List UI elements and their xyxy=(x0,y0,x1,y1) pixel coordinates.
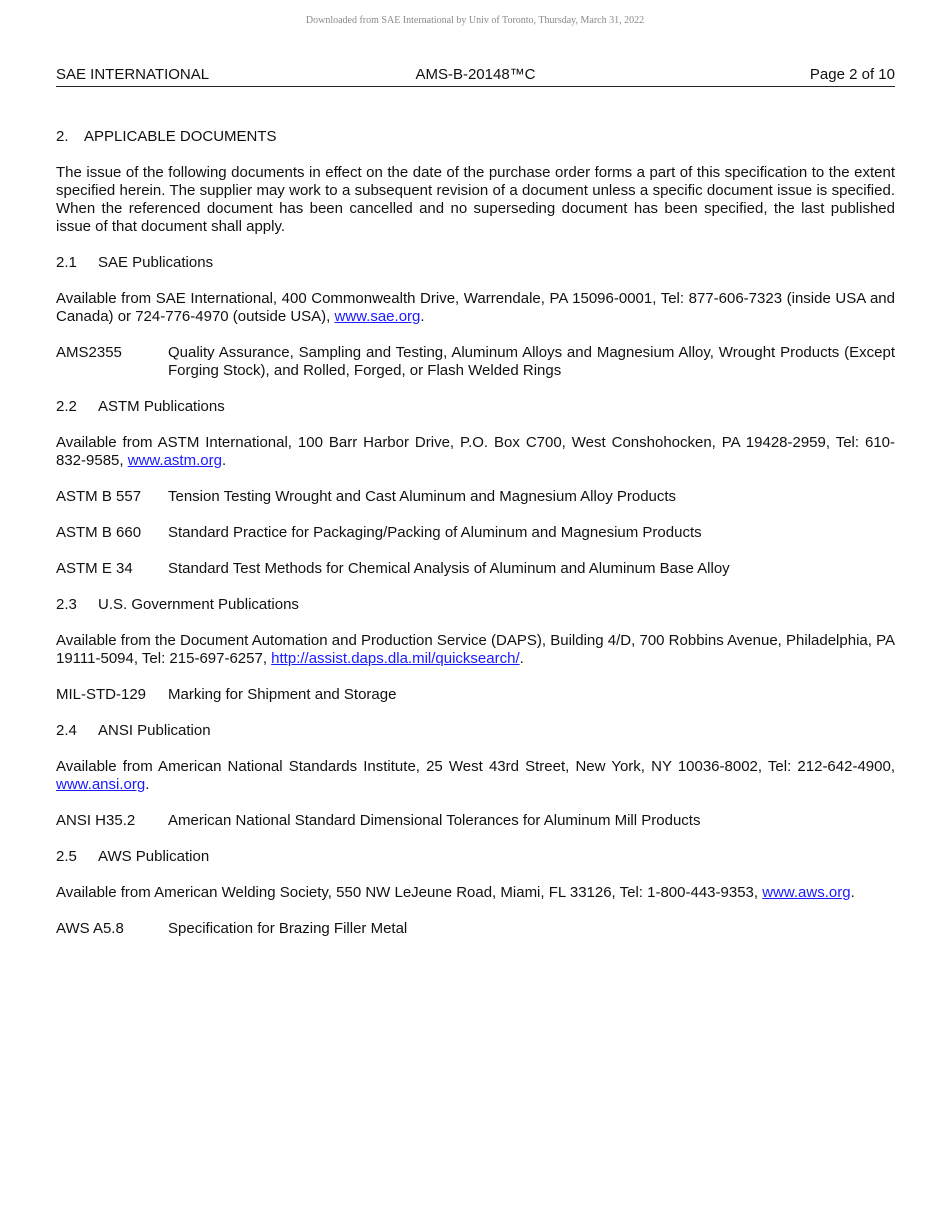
availability-text: Available from American Welding Society, 550 NW LeJeune Road, Miami, FL 33126, Tel: 1-800-443-9353, xyxy=(56,884,763,901)
subsection-number: 2.1 xyxy=(56,254,77,271)
subsection-title: ANSI Publication xyxy=(98,722,211,739)
subsection-heading xyxy=(56,848,895,866)
availability-paragraph: Available from American Welding Society, 550 NW LeJeune Road, Miami, FL 33126, Tel: 1-800-443-9353, www.aws.org. xyxy=(56,884,855,901)
availability-text: Available from American National Standards Institute, 25 West 43rd Street, New York, NY 10036-8002, Tel: 212-642-4900, xyxy=(56,758,895,775)
reference-entry xyxy=(56,488,895,506)
astm-link[interactable]: www.astm.org xyxy=(127,452,222,469)
subsection-number: 2.3 xyxy=(56,596,77,613)
reference-entry xyxy=(56,812,895,830)
reference-code: ASTM B 557 xyxy=(56,488,142,505)
download-watermark: Downloaded from SAE International by Univ of Toronto, Thursday, March 31, 2022 xyxy=(305,15,645,26)
reference-code: AWS A5.8 xyxy=(56,920,124,937)
subsection-heading xyxy=(56,254,895,272)
document-body xyxy=(56,128,895,938)
reference-description: Tension Testing Wrought and Cast Aluminum and Magnesium Alloy Products xyxy=(168,488,677,505)
section-title: APPLICABLE DOCUMENTS xyxy=(84,128,277,145)
subsection-title: U.S. Government Publications xyxy=(98,596,299,613)
reference-description: Standard Practice for Packaging/Packing of Aluminum and Magnesium Products xyxy=(168,524,702,541)
reference-description: American National Standard Dimensional Tolerances for Aluminum Mill Products xyxy=(168,812,701,829)
reference-code: ANSI H35.2 xyxy=(56,812,136,829)
subsection-heading xyxy=(56,596,895,614)
subsection-heading xyxy=(56,398,895,416)
ansi-link[interactable]: www.ansi.org xyxy=(56,776,146,793)
reference-description: Marking for Shipment and Storage xyxy=(168,686,397,703)
availability-text: Available from the Document Automation and Production Service (DAPS), Building 4/D, 700 Robbins Avenue, Philadelphia, PA 19111-5094, Tel: 215-697-6257, xyxy=(56,632,895,667)
reference-code: AMS2355 xyxy=(56,344,122,361)
reference-entry xyxy=(56,920,895,938)
availability-paragraph: Available from SAE International, 400 Commonwealth Drive, Warrendale, PA 15096-0001, Tel: 877-606-7323 (inside USA and Canada) or 724-776-4970 (outside USA), www.sae.org. xyxy=(56,290,895,325)
page-header xyxy=(56,66,895,87)
reference-entry xyxy=(56,344,895,380)
subsection-number: 2.5 xyxy=(56,848,77,865)
reference-entry xyxy=(56,560,895,578)
availability-text: Available from SAE International, 400 Commonwealth Drive, Warrendale, PA 15096-0001, Tel: 877-606-7323 (inside USA and Canada) or 724-776-4970 (outside USA), xyxy=(56,290,895,325)
subsection-title: SAE Publications xyxy=(98,254,214,271)
reference-code: MIL-STD-129 xyxy=(56,686,147,703)
assist-link[interactable]: http://assist.daps.dla.mil/quicksearch/ xyxy=(271,650,520,667)
reference-entry xyxy=(56,524,895,542)
subsection-number: 2.4 xyxy=(56,722,77,739)
sae-link[interactable]: www.sae.org xyxy=(334,308,421,325)
availability-text: Available from ASTM International, 100 Barr Harbor Drive, P.O. Box C700, West Conshohocken, PA 19428-2959, Tel: 610-832-9585, xyxy=(56,434,895,469)
aws-link[interactable]: www.aws.org xyxy=(762,884,851,901)
reference-code: ASTM B 660 xyxy=(56,524,142,541)
section-heading xyxy=(56,128,895,146)
section-number: 2. xyxy=(56,128,69,145)
subsection-title: ASTM Publications xyxy=(98,398,225,415)
intro-paragraph: The issue of the following documents in effect on the date of the purchase order forms a part of this specification to the extent specified herein. The supplier may work to a subsequent revision of a document unless a specific document issue is specified. When the referenced document has been cancelled and no superseding document has been specified, the last published issue of that document shall apply. xyxy=(56,164,895,235)
reference-entry xyxy=(56,686,895,704)
subsection-number: 2.2 xyxy=(56,398,77,415)
page-number: Page 2 of 10 xyxy=(809,66,895,83)
availability-paragraph: Available from American National Standards Institute, 25 West 43rd Street, New York, NY 10036-8002, Tel: 212-642-4900, www.ansi.org. xyxy=(56,758,895,793)
subsection-title: AWS Publication xyxy=(98,848,210,865)
publisher-name: SAE INTERNATIONAL xyxy=(56,66,210,83)
reference-code: ASTM E 34 xyxy=(56,560,133,577)
reference-description: Standard Test Methods for Chemical Analysis of Aluminum and Aluminum Base Alloy xyxy=(168,560,730,577)
document-number: AMS-B-20148™C xyxy=(415,66,536,83)
availability-paragraph: Available from ASTM International, 100 Barr Harbor Drive, P.O. Box C700, West Conshohocken, PA 19428-2959, Tel: 610-832-9585, www.astm.org. xyxy=(56,434,895,469)
reference-description: Specification for Brazing Filler Metal xyxy=(168,920,408,937)
reference-description: Quality Assurance, Sampling and Testing, Aluminum Alloys and Magnesium Alloy, Wrought Products (Except Forging Stock), and Rolled, Forged, or Flash Welded Rings xyxy=(168,344,895,379)
subsection-heading xyxy=(56,722,895,740)
availability-paragraph: Available from the Document Automation and Production Service (DAPS), Building 4/D, 700 Robbins Avenue, Philadelphia, PA 19111-5094, Tel: 215-697-6257, http://assist.daps.dla.mil/quicksearch/. xyxy=(56,632,895,667)
